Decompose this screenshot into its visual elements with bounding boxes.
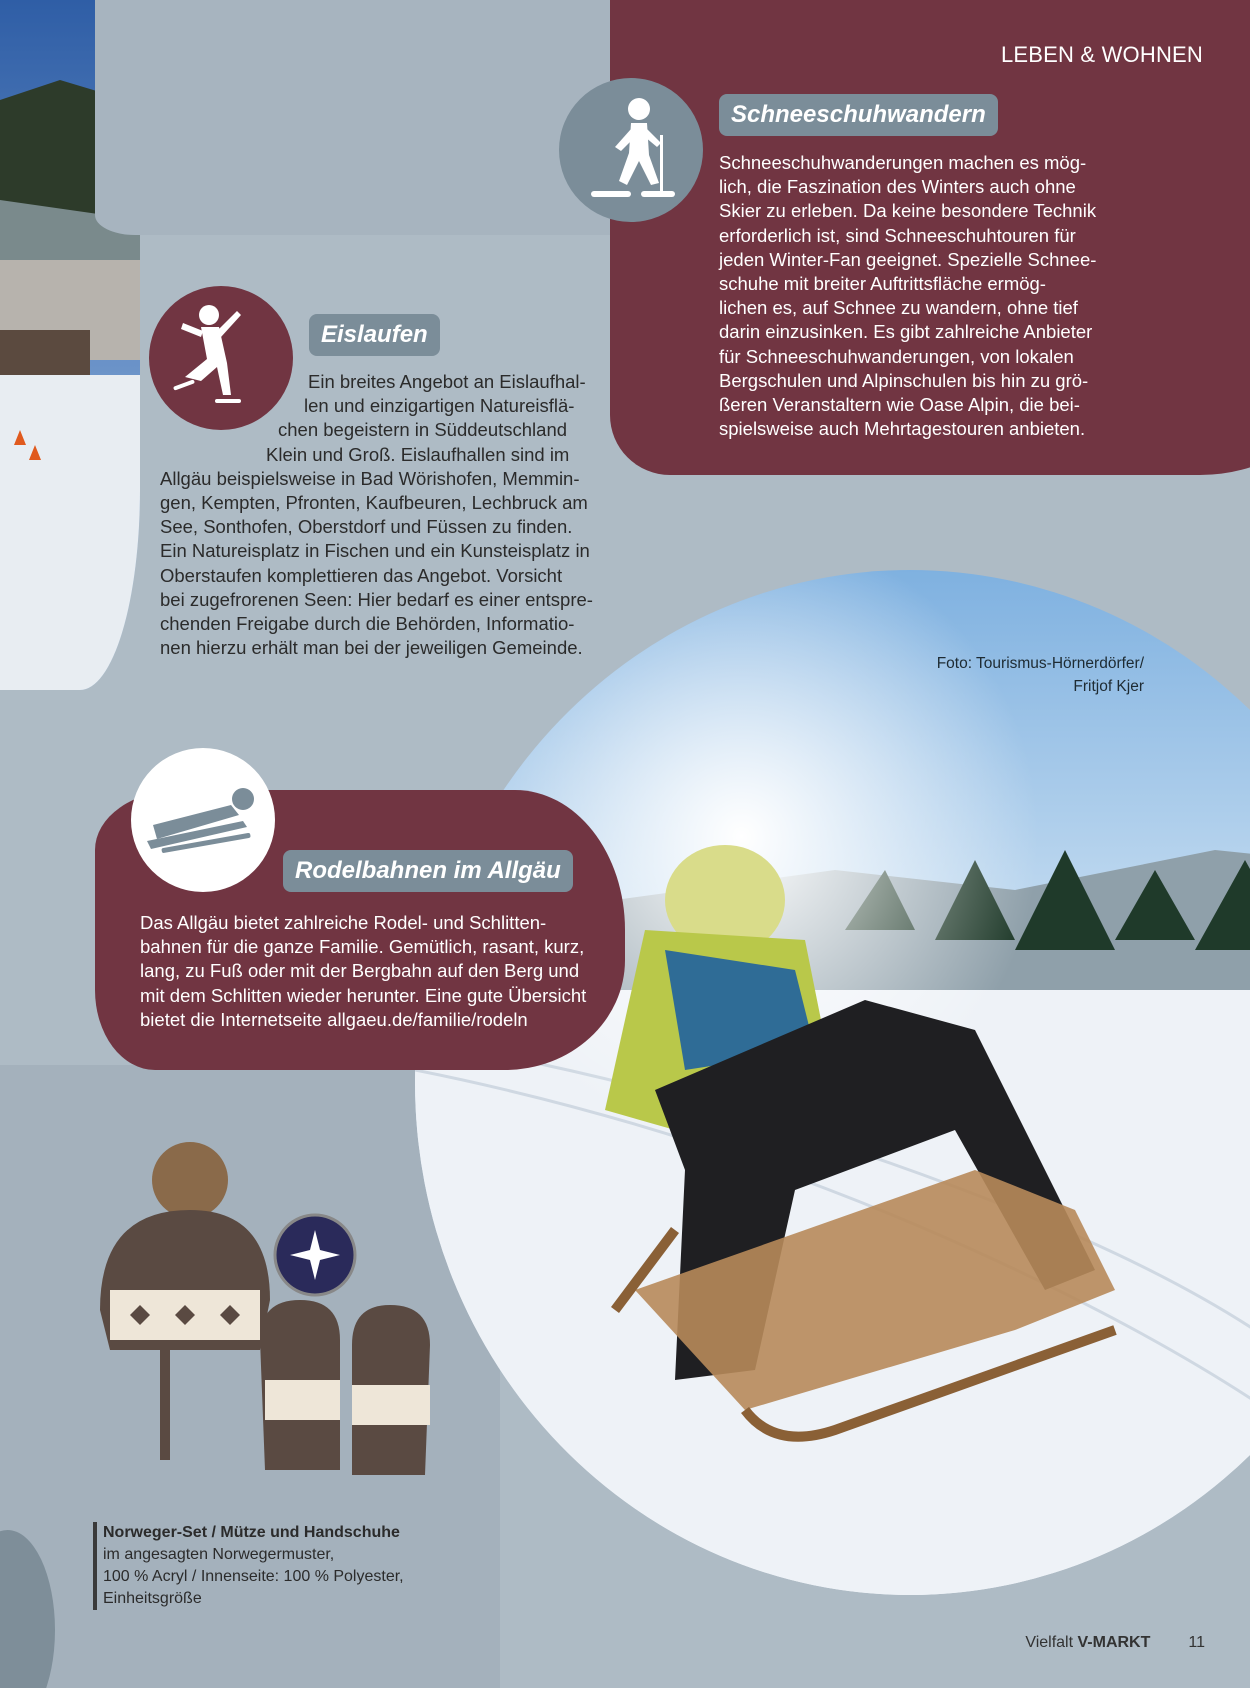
text-line: mit dem Schlitten wieder herunter. Eine gute Übersicht [140,984,587,1006]
credit-line: Foto: Tourismus-Hörnerdörfer/ [936,655,1144,672]
text-line: len und einzigartigen Natureisflä- [304,395,575,417]
text-line: spielsweise auch Mehrtagestouren anbieten. [719,418,1086,440]
text-line: chen begeistern in Süddeutschland [278,419,568,441]
text-line: darin einzusinken. Es gibt zahlreiche Anbieter [719,321,1093,343]
text-line: See, Sonthofen, Oberstdorf und Füssen zu finden. [160,516,573,538]
text-line: erforderlich ist, sind Schneeschuhtouren für [719,224,1076,246]
text-line: schuhe mit breiter Auftrittsfläche ermög- [719,273,1046,295]
rodel-text [140,911,620,1032]
text-line: gen, Kempten, Pfronten, Kaufbeuren, Lechbruck am [160,492,588,514]
text-line: Klein und Groß. Eislaufhallen sind im [266,443,570,465]
text-line: nen hierzu erhält man bei der jeweiligen Gemeinde. [160,637,583,659]
schneeschuh-text [719,151,1139,441]
text-line: bahnen für die ganze Familie. Gemütlich, rasant, kurz, [140,936,585,958]
snowshoe-hiker-icon [559,78,703,222]
footer-prefix: Vielfalt [1025,1634,1078,1651]
eislaufen-text [160,370,600,660]
product-line: 100 % Acryl / Innenseite: 100 % Polyester, [103,1568,404,1585]
text-line: Das Allgäu bietet zahlreiche Rodel- und Schlitten- [140,912,547,933]
footer-brand: V-MARKT [1077,1634,1151,1651]
product-line: im angesagten Norwegermuster, [103,1546,335,1563]
text-line: jeden Winter-Fan geeignet. Spezielle Schnee- [719,248,1097,270]
text-line: Ein Natureisplatz in Fischen und ein Kunsteisplatz in [160,540,590,562]
product-image [90,1140,480,1520]
eislaufen-title-pill [309,314,440,356]
sledding-illustration [415,570,1250,1595]
text-line: Allgäu beispielsweise in Bad Wörishofen, Memmin- [160,467,580,489]
eislaufen-title: Eislaufen [309,314,440,356]
credit-line: Fritjof Kjer [1073,678,1144,695]
text-line: lich, die Faszination des Winters auch ohne [719,176,1076,198]
text-line: bietet die Internetseite allgaeu.de/familie/rodeln [140,1008,528,1030]
text-line: Oberstaufen komplettieren das Angebot. Vorsicht [160,564,563,586]
sledding-photo [415,570,1250,1595]
page-footer [1025,1634,1205,1652]
text-line: Skier zu erleben. Da keine besondere Technik [719,200,1097,222]
text-line: lang, zu Fuß oder mit der Bergbahn auf den Berg und [140,960,580,982]
product-title: Norweger-Set / Mütze und Handschuhe [103,1524,400,1541]
text-line: lichen es, auf Schnee zu wandern, ohne tief [719,297,1078,319]
product-line: Einheitsgröße [103,1590,202,1607]
text-line: ßeren Veranstaltern wie Oase Alpin, die bei- [719,394,1080,416]
hat-and-mittens-illustration [90,1140,480,1520]
text-line: bei zugefrorenen Seen: Hier bedarf es einer entspre- [160,588,593,610]
rodel-title: Rodelbahnen im Allgäu [283,850,573,892]
photo-credit [937,652,1144,698]
text-line: chenden Freigabe durch die Behörden, Informatio- [160,613,575,635]
sledder-icon [131,748,275,892]
rodel-title-pill [283,850,573,892]
page-number: 11 [1188,1634,1205,1651]
text-line: Bergschulen und Alpinschulen bis hin zu grö- [719,369,1089,391]
text-line: Ein breites Angebot an Eislaufhal- [308,371,586,392]
schneeschuh-title: Schneeschuhwandern [719,94,998,136]
schneeschuh-title-pill [719,94,998,136]
product-description [93,1522,404,1610]
text-line: für Schneeschuhwanderungen, von lokalen [719,345,1074,367]
text-line: Schneeschuhwanderungen machen es mög- [719,152,1087,173]
section-header: LEBEN & WOHNEN [1000,42,1203,67]
